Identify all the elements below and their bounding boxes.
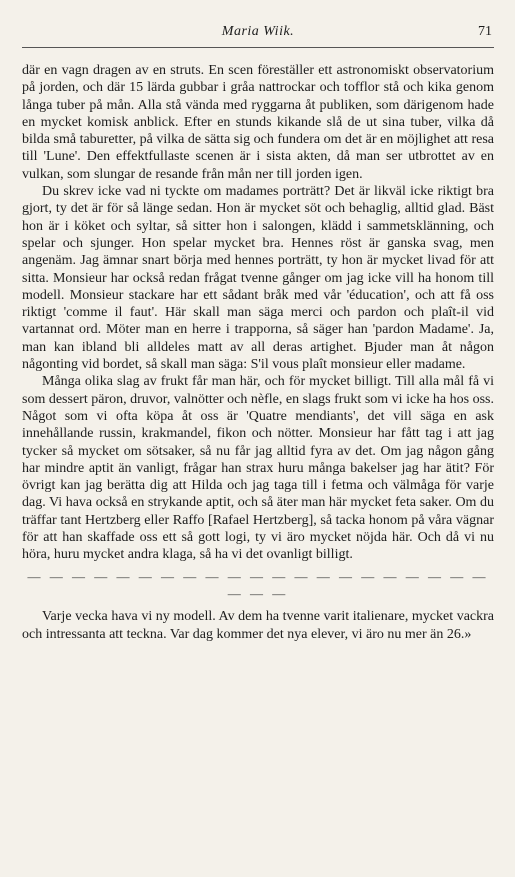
page-header — [22, 24, 494, 44]
body-text — [22, 62, 494, 643]
book-page — [22, 24, 494, 643]
section-separator: — — — — — — — — — — — — — — — — — — — — — — — — — [27, 568, 489, 601]
header-rule — [22, 47, 494, 48]
running-title: Maria Wiik. — [221, 24, 295, 39]
paragraph-3: Många olika slag av frukt får man här, och för mycket billigt. Till alla mål få vi som dessert päron, druvor, valnötter och nèfle, en slags frukt som vi icke ha hos oss. Något som vi ofta köpa åt oss är 'Quatre mendiants', det vill säga en ask innehållande russin, krakmandel, fikon och nötter. Monsieur har fått tag i att jag tycker så mycket om sötsaker, så nu får jag alltid fyra av det. Om jag någon gång har mindre aptit än vanligt, frågar han strax huru många bakelser jag har ätit? För övrigt kan jag berätta dig att Hilda och jag taga till i fetma och välmåga för varje dag. Vi hava också en strykande aptit, och så äter man här mycket feta saker. Om du träffar tant Hertzberg eller Raffo [Rafael Hertzberg], så tacka honom på våra vägnar för att han skaffade oss ett så gott logi, ty vi äro mycket nöjda här. Och då vi nu höra, huru mycket andra klaga, så ha vi det ovanligt billigt. — [22, 374, 494, 563]
paragraph-2: Du skrev icke vad ni tyckte om madames porträtt? Det är likväl icke riktigt bra gjort, ty det är för så länge sedan. Hon är mycket söt och behaglig, alltid glad. Bäst hon är i köket och syltar, så sitter hon i salongen, klädd i sammetsklänning, och spelar och sjunger. Hon spelar mycket bra. Hennes röst är ganska svag, men angenäm. Jag ämnar snart börja med hennes porträtt, ty hon är mycket livad för att sitta. Monsieur har också redan frågat tvenne gånger om jag icke vill ha honom till modell. Monsieur stackare har ett sådant bråk med vår 'éducation', och att få oss riktigt 'comme il faut'. Här skall man säga merci och pardon och plaît-il vid vartannat ord. Möter man en herre i trapporna, så säger han 'pardon Madame'. Ja, man kan ibland bli alldeles matt av all deras artighet. Bjuder man åt någon någonting vid bordet, så skall man säga: S'il vous plaît monsieur eller madame. — [22, 184, 494, 373]
page-number: 71 — [478, 24, 492, 39]
closing-paragraph: Varje vecka hava vi ny modell. Av dem ha tvenne varit italienare, mycket vackra och intressanta att teckna. Var dag kommer det nya elever, vi äro nu mer än 26.» — [22, 609, 494, 642]
paragraph-1: där en vagn dragen av en struts. En scen föreställer ett astronomiskt observatorium på jorden, och där 15 lärda gubbar i gråa nattrockar och tofflor stå och kika genom långa tuber på mån. Alla stå vända med ryggarna åt publiken, som därigenom hade en mycket komisk anblick. Efter en stunds kikande slå de ut sina tuber, vilka då bilda små taburetter, på vilka de sätta sig och fundera om det är en möjlighet att resa till 'Lune'. Den effektfullaste scenen är i sista akten, då man ser utbrottet av en vulkan, som slungar de resande från mån ner till jorden igen. — [22, 63, 494, 182]
